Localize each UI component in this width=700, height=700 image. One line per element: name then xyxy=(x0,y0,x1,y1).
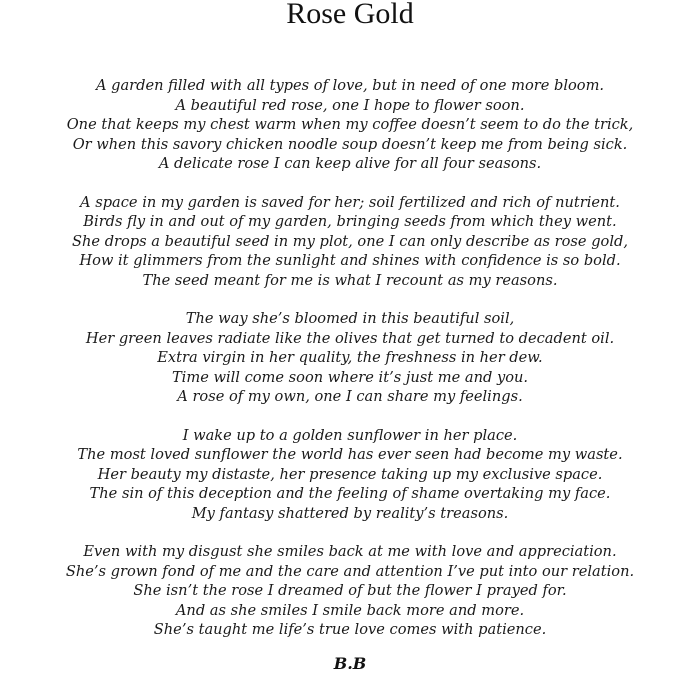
poem-line: Time will come soon where it’s just me and you. xyxy=(171,368,529,386)
poem-line: Extra virgin in her quality, the freshness in her dew. xyxy=(157,349,543,366)
poem-body xyxy=(0,76,700,659)
stanza-4 xyxy=(0,426,700,524)
poem-line: The sin of this deception and the feeling of shame overtaking my face. xyxy=(89,485,611,502)
stanza-5 xyxy=(0,542,700,640)
poem-line: My fantasy shattered by reality’s treasons. xyxy=(191,504,509,522)
poem-line: Birds fly in and out of my garden, bringing seeds from which they went. xyxy=(83,213,617,230)
poem-line: She’s grown fond of me and the care and attention I’ve put into our relation. xyxy=(65,562,635,580)
poem-line: Or when this savory chicken noodle soup doesn’t keep me from being sick. xyxy=(72,135,628,153)
poem-line: A rose of my own, one I can share my feelings. xyxy=(177,388,523,405)
poem-line: A delicate rose I can keep alive for all four seasons. xyxy=(158,155,542,172)
poem-line: She’s taught me life’s true love comes with patience. xyxy=(153,621,547,638)
poem-line: And as she smiles I smile back more and more. xyxy=(175,601,525,619)
poem-line: How it glimmers from the sunlight and shines with confidence is so bold. xyxy=(79,252,621,269)
poem-line: I wake up to a golden sunflower in her place. xyxy=(182,426,518,444)
poem-line: Her green leaves radiate like the olives that get turned to decadent oil. xyxy=(85,329,615,347)
poem-line: Even with my disgust she smiles back at me with love and appreciation. xyxy=(83,543,617,560)
poem-line: A garden filled with all types of love, but in need of one more bloom. xyxy=(95,77,605,94)
poem-line: She isn’t the rose I dreamed of but the flower I prayed for. xyxy=(133,582,567,599)
poem-line: The way she’s bloomed in this beautiful soil, xyxy=(185,310,515,327)
author-signature: B.B xyxy=(333,654,367,673)
poem-line: A beautiful red rose, one I hope to flower soon. xyxy=(175,96,525,114)
stanza-2 xyxy=(0,193,700,291)
poem-line: One that keeps my chest warm when my coffee doesn’t seem to do the trick, xyxy=(66,116,634,133)
poem-line: The most loved sunflower the world has ever seen had become my waste. xyxy=(77,446,623,463)
stanza-3 xyxy=(0,309,700,407)
poem-line: Her beauty my distaste, her presence taking up my exclusive space. xyxy=(97,465,603,483)
poem-line: The seed meant for me is what I recount as my reasons. xyxy=(142,271,558,289)
poem-title: Rose Gold xyxy=(286,0,414,30)
poem-line: A space in my garden is saved for her; soil fertilized and rich of nutrient. xyxy=(80,193,620,211)
stanza-1 xyxy=(0,76,700,174)
poem-line: She drops a beautiful seed in my plot, one I can only describe as rose gold, xyxy=(72,232,628,250)
